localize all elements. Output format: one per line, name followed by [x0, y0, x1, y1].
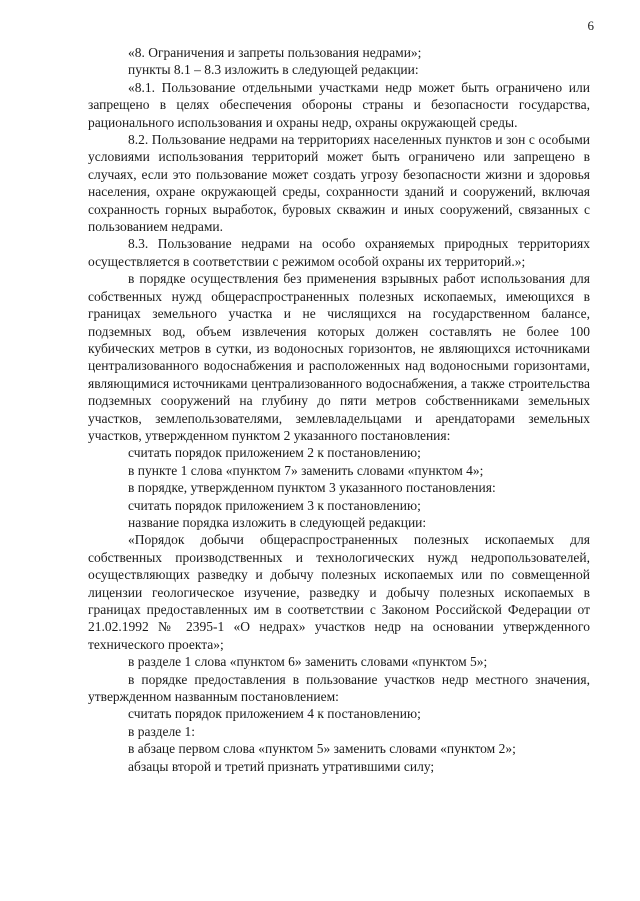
- paragraph-12: «Порядок добычи общераспространенных полезных ископаемых для собственных производственных и технологических нужд недропользователей, осуществляющих разведку и добычу полезных ископаемых или по совмещенной лицензии геологическое изучение, разведку и добычу полезных ископаемых в границах предоставленных им в соответствии с Законом Российской Федерации от 21.02.1992 № 2395-1 «О недрах» участков недр на основании утвержденного технического проекта»;: [88, 532, 590, 652]
- paragraph-6: в порядке осуществления без применения взрывных работ использования для собственных нужд общераспространенных полезных ископаемых, имеющихся в границах земельного участка и не числящихся на государственном балансе, подземных вод, объем извлечения которых должен составлять не более 100 кубических метров в сутки, из водоносных горизонтов, не являющихся источниками централизованного водоснабжения и расположенных над водоносными горизонтами, являющимися источниками централизованного водоснабжения, а также строительства подземных сооружений на глубину до пяти метров собственниками земельных участков, землепользователями, землевладельцами и арендаторами земельных участков, утвержденном пунктом 2 указанного постановления:: [88, 271, 590, 443]
- paragraph-10: считать порядок приложением 3 к постановлению;: [128, 497, 421, 513]
- paragraph-9: в порядке, утвержденном пунктом 3 указанного постановления:: [128, 480, 496, 496]
- page-number: 6: [587, 18, 594, 33]
- paragraph-2: пункты 8.1 – 8.3 изложить в следующей редакции:: [128, 62, 419, 78]
- paragraph-18: абзацы второй и третий признать утратившими силу;: [128, 758, 435, 774]
- paragraph-17: в абзаце первом слова «пунктом 5» заменить словами «пунктом 2»;: [128, 741, 516, 757]
- paragraph-1: «8. Ограничения и запреты пользования недрами»;: [128, 45, 422, 60]
- paragraph-13: в разделе 1 слова «пунктом 6» заменить словами «пунктом 5»;: [128, 654, 488, 670]
- paragraph-11: название порядка изложить в следующей редакции:: [128, 514, 427, 530]
- paragraph-3: «8.1. Пользование отдельными участками недр может быть ограничено или запрещено в целях обеспечения обороны страны и безопасности государства, рационального использования и охраны недр, охраны окружающей среды.: [88, 79, 590, 130]
- paragraph-7: считать порядок приложением 2 к постановлению;: [128, 445, 421, 461]
- paragraph-16: в разделе 1:: [128, 723, 196, 739]
- paragraph-5: 8.3. Пользование недрами на особо охраняемых природных территориях осуществляется в соответствии с режимом особой охраны их территорий.»;: [88, 236, 590, 269]
- paragraph-4: 8.2. Пользование недрами на территориях населенных пунктов и зон с особыми условиями использования территорий может быть ограничено или запрещено в случаях, если это пользование может создать угрозу безопасности жизни и здоровья населения, охране окружающей среды, сохранности зданий и сооружений, включая сохранность горных выработок, буровых скважин и иных сооружений, связанных с пользованием недрами.: [88, 132, 590, 235]
- paragraph-15: считать порядок приложением 4 к постановлению;: [128, 706, 421, 722]
- document-body: [88, 44, 590, 775]
- paragraph-8: в пункте 1 слова «пунктом 7» заменить словами «пунктом 4»;: [128, 462, 484, 478]
- paragraph-14: в порядке предоставления в пользование участков недр местного значения, утвержденном названным постановлением:: [88, 671, 590, 705]
